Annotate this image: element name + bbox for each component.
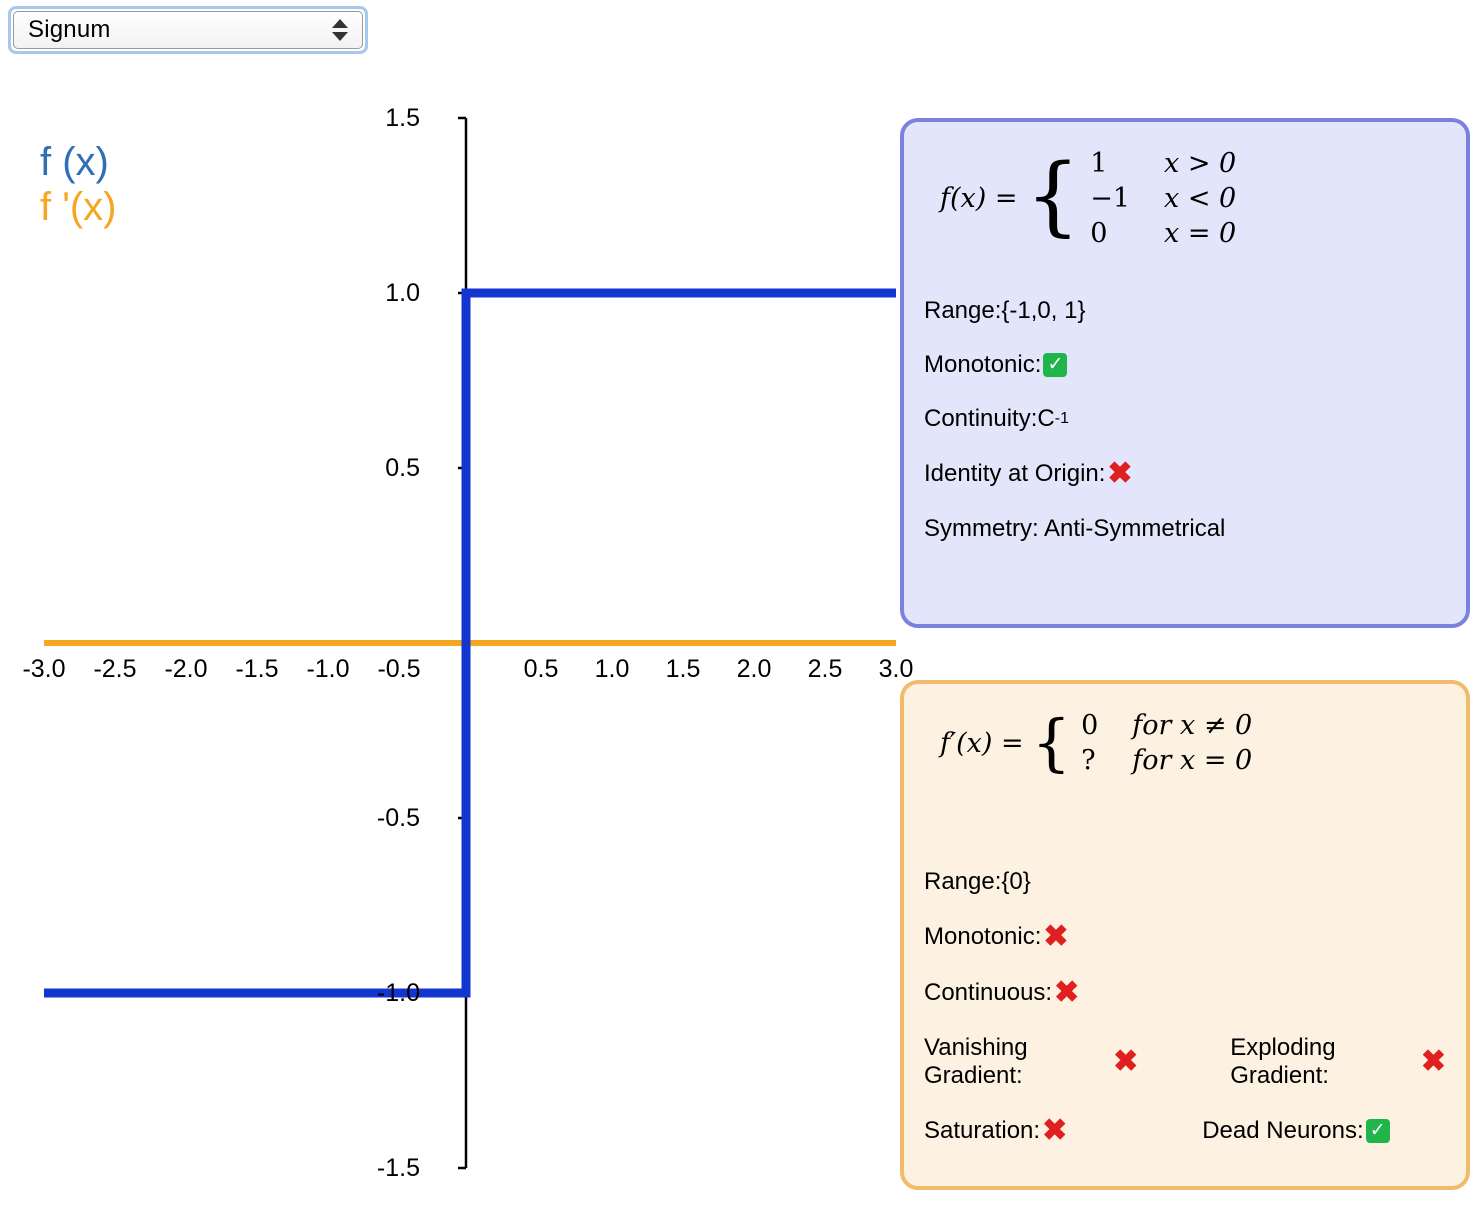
property-range (924, 297, 1446, 325)
derivative-properties (924, 868, 1446, 1146)
case-value: −1 (1090, 183, 1131, 214)
function-selector-value: Signum (28, 16, 111, 43)
case-value: 0 (1081, 710, 1099, 741)
ytick-label: 1.0 (385, 279, 420, 307)
derivative-info-panel (900, 680, 1470, 1190)
xtick-label: 0.5 (523, 655, 559, 683)
property-label-vanishing-gradient: Vanishing Gradient: (924, 1034, 1028, 1089)
ytick-label: 1.5 (385, 104, 420, 132)
property-label: Symmetry: Anti-Symmetrical (924, 515, 1226, 542)
property-label-dead-neurons: Dead Neurons: (1202, 1117, 1364, 1144)
xtick-label: -1.0 (306, 655, 350, 683)
cross-icon: ✖ (1113, 1045, 1139, 1078)
xtick-label: 3.0 (878, 655, 914, 683)
case-value: 1 (1090, 148, 1108, 179)
property-monotonic (924, 922, 1446, 952)
xtick-label: -2.0 (164, 655, 208, 683)
ytick-label: -0.5 (376, 804, 420, 832)
property-label: Identity at Origin: (924, 460, 1106, 487)
case-condition: x < 0 (1164, 183, 1237, 214)
property-label: Range:{-1,0, 1} (924, 297, 1086, 324)
case-condition: for x ≠ 0 (1132, 710, 1253, 741)
property-label-saturation: Saturation: (924, 1117, 1041, 1144)
case-condition: x = 0 (1164, 218, 1237, 249)
xtick-label: -0.5 (377, 655, 421, 683)
property-superscript: -1 (1054, 410, 1069, 427)
legend-item-f: f (x) (40, 140, 109, 184)
cross-icon: ✖ (1107, 457, 1133, 490)
xtick-label: 1.0 (594, 655, 630, 683)
ytick-label: -1.5 (376, 1154, 420, 1182)
function-properties-f (924, 297, 1446, 543)
property-range (924, 868, 1446, 896)
xtick-label: 1.5 (665, 655, 701, 683)
legend-item-f-prime: f '(x) (40, 184, 117, 229)
ytick-label: 0.5 (385, 454, 420, 482)
ytick-label: -1.0 (376, 979, 420, 1007)
function-definition-f-prime (940, 705, 1446, 779)
xtick-label: -1.5 (235, 655, 279, 683)
property-label: Continuous: (924, 979, 1053, 1006)
check-icon: ✓ (1043, 353, 1067, 377)
function-definition-f-label: f(x) = (940, 183, 1018, 214)
property-label: Continuity:C (924, 405, 1055, 432)
case-condition: x > 0 (1164, 148, 1237, 179)
check-icon: ✓ (1366, 1119, 1390, 1143)
property-identity-at-origin (924, 459, 1446, 489)
function-definition-f (940, 145, 1446, 249)
case-value: 0 (1090, 218, 1108, 249)
property-saturation-row (924, 1116, 1446, 1146)
property-symmetry (924, 515, 1446, 543)
property-label: Monotonic: (924, 351, 1042, 378)
xtick-label: -3.0 (22, 655, 66, 683)
property-label-exploding-gradient: Exploding Gradient: (1230, 1034, 1336, 1089)
property-continuous (924, 978, 1446, 1008)
case-value: ? (1081, 745, 1096, 776)
property-gradient-row (924, 1034, 1446, 1090)
cross-icon: ✖ (1054, 976, 1080, 1009)
cross-icon: ✖ (1042, 1114, 1068, 1147)
property-monotonic (924, 351, 1446, 379)
function-definition-f-prime-label: f′(x) = (940, 727, 1024, 759)
cross-icon: ✖ (1043, 920, 1069, 953)
cross-icon: ✖ (1420, 1045, 1446, 1078)
property-label: Monotonic: (924, 923, 1042, 950)
case-condition: for x = 0 (1132, 745, 1253, 776)
xtick-label: 2.5 (807, 655, 843, 683)
function-info-panel (900, 118, 1470, 628)
xtick-label: -2.5 (93, 655, 137, 683)
property-label: Range:{0} (924, 868, 1031, 895)
left-brace-icon: { (1031, 705, 1072, 779)
left-brace-icon: { (1025, 145, 1081, 246)
property-continuity (924, 405, 1446, 433)
xtick-label: 2.0 (736, 655, 772, 683)
